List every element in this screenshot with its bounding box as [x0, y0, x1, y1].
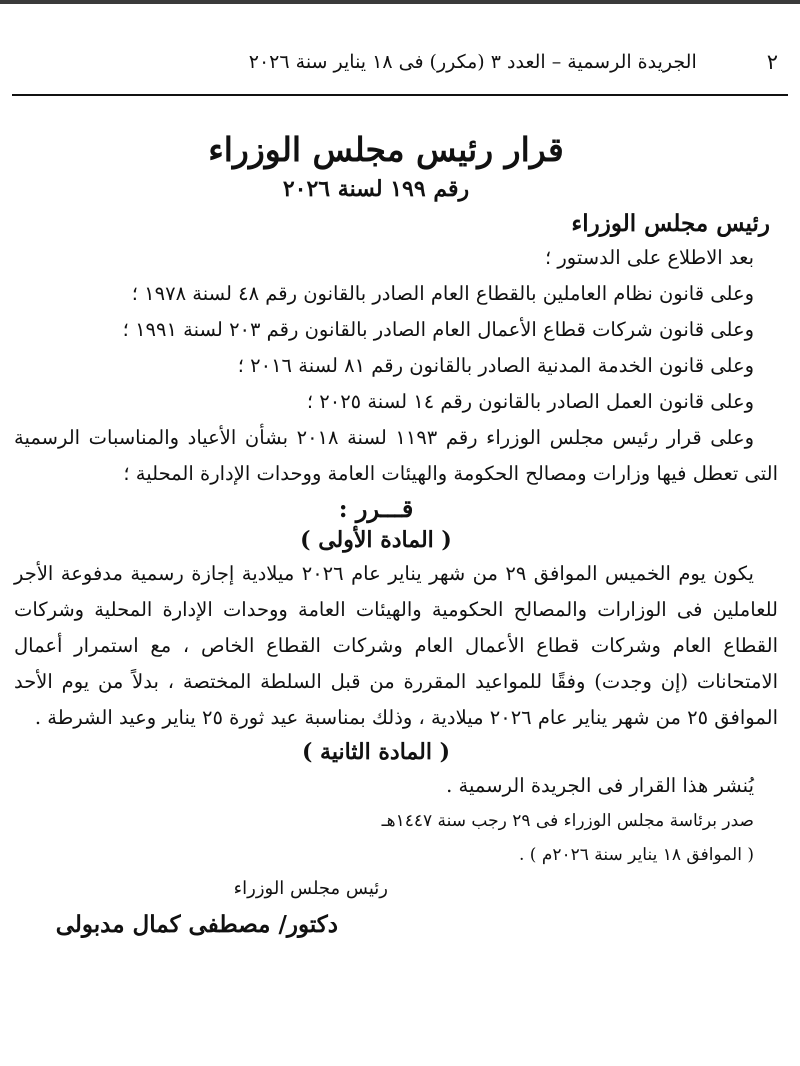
gazette-header-text: الجريدة الرسمية – العدد ٣ (مكرر) فى ١٨ يناير سنة ٢٠٢٦: [248, 51, 697, 73]
preamble-line: بعد الاطلاع على الدستور ؛: [544, 246, 754, 269]
decree-body: [14, 100, 778, 1066]
top-border: [0, 0, 800, 4]
signature-title: رئيس مجلس الوزراء: [233, 878, 388, 899]
decree-actor: رئيس مجلس الوزراء: [571, 210, 770, 237]
article-2-heading: ( المادة الثانية ): [301, 739, 451, 765]
preamble-line: وعلى قانون نظام العاملين بالقطاع العام الصادر بالقانون رقم ٤٨ لسنة ١٩٧٨ ؛: [131, 282, 754, 305]
page-header: [110, 48, 778, 76]
article-1-heading: ( المادة الأولى ): [300, 527, 452, 553]
preamble-line: وعلى قانون الخدمة المدنية الصادر بالقانون رقم ٨١ لسنة ٢٠١٦ ؛: [237, 354, 754, 377]
preamble-line: وعلى قانون العمل الصادر بالقانون رقم ١٤ لسنة ٢٠٢٥ ؛: [306, 390, 754, 413]
preamble-paragraph: وعلى قرار رئيس مجلس الوزراء رقم ١١٩٣ لسنة ٢٠١٨ بشأن الأعياد والمناسبات الرسمية التى تعطل فيها وزارات ومصالح الحكومة والهيئات العامة ووحدات الإدارة المحلية ؛: [14, 426, 778, 485]
decree-title: قرار رئيس مجلس الوزراء: [208, 130, 564, 169]
signature-name: دكتور/ مصطفى كمال مدبولى: [55, 911, 338, 938]
issued-gregorian-line: ( الموافق ١٨ يناير سنة ٢٠٢٦م ) .: [518, 845, 754, 865]
issued-date-line: صدر برئاسة مجلس الوزراء فى ٢٩ رجب سنة ١٤٤٧هـ: [381, 811, 754, 831]
header-divider: [12, 94, 788, 96]
article-1-text: يكون يوم الخميس الموافق ٢٩ من شهر يناير عام ٢٠٢٦ ميلادية إجازة رسمية مدفوعة الأجر للعاملين فى الوزارات والمصالح الحكومية والهيئات العامة ووحدات الإدارة المحلية وشركات القطاع العام وشركات قطاع الأعمال العام وشركات القطاع الخاص ، مع استمرار أعمال الامتحانات (إن وجدت) وفقًا للمواعيد المقررة من قبل السلطة المختصة ، بدلاً من يوم الأحد الموافق ٢٥ من شهر يناير عام ٢٠٢٦ ميلادية ، وذلك بمناسبة عيد ثورة ٢٥ يناير وعيد الشرطة .: [14, 562, 778, 729]
article-2-text: يُنشر هذا القرار فى الجريدة الرسمية .: [446, 774, 754, 797]
preamble-line: وعلى قانون شركات قطاع الأعمال العام الصادر بالقانون رقم ٢٠٣ لسنة ١٩٩١ ؛: [122, 318, 754, 341]
decided-heading: قـــرر :: [338, 494, 414, 523]
page-number: ٢: [766, 50, 778, 74]
decree-number: رقم ١٩٩ لسنة ٢٠٢٦: [282, 176, 470, 202]
